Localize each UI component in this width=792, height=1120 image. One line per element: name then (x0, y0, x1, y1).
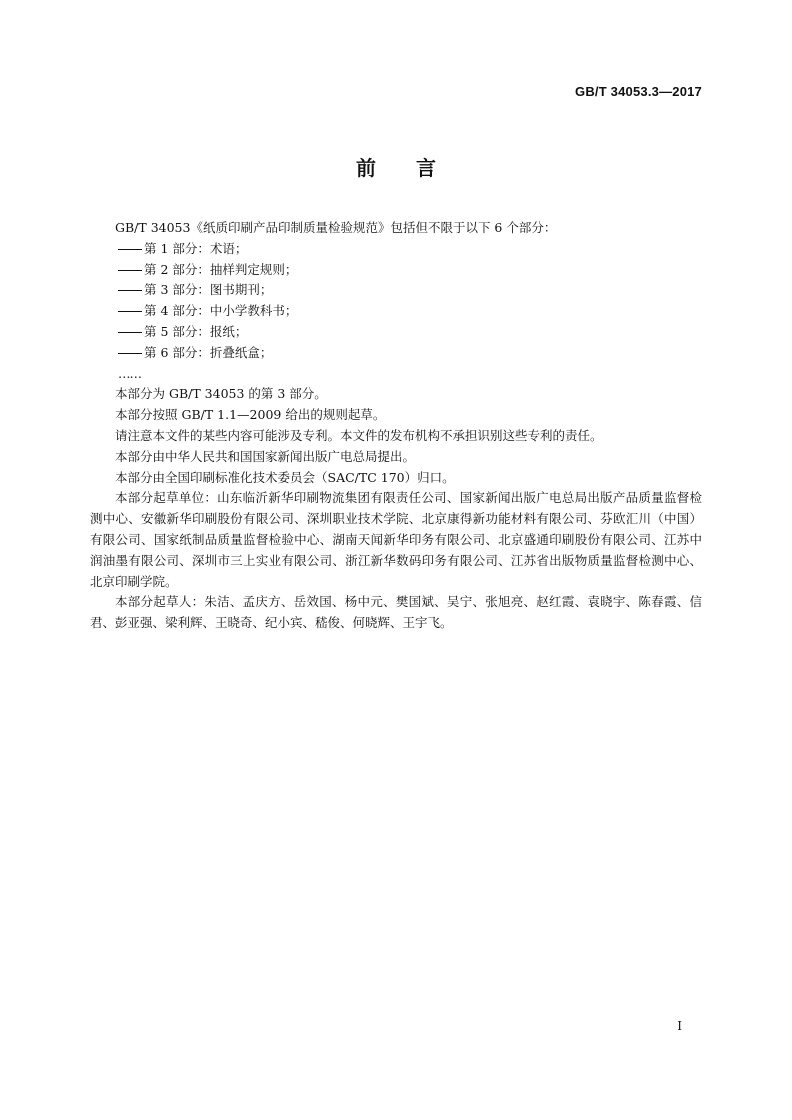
paragraph-patent-notice: 请注意本文件的某些内容可能涉及专利。本文件的发布机构不承担识别这些专利的责任。 (115, 427, 603, 443)
paragraph-drafting-organizations: 本部分起草单位：山东临沂新华印刷物流集团有限责任公司、国家新闻出版广电总局出版产品质量监督检测中心、安徽新华印刷股份有限公司、深圳职业技术学院、北京康得新功能材料有限公司、芬欧汇川（中国）有限公司、国家纸制品质量监督检验中心、湖南天闻新华印务有限公司、北京盛通印刷股份有限公司、江苏中润油墨有限公司、深圳市三上实业有限公司、浙江新华数码印务有限公司、江苏省出版物质量监督检测中心、北京印刷学院。 (90, 490, 702, 589)
dash-mark (118, 353, 142, 354)
part-label: 第 5 部分：报纸； (144, 323, 248, 339)
dash-mark (118, 332, 142, 333)
paragraph-proposed-by: 本部分由中华人民共和国国家新闻出版广电总局提出。 (115, 448, 416, 464)
part-label: 第 1 部分：术语； (144, 240, 248, 256)
part-list-item (90, 280, 702, 301)
part-list-item (90, 301, 702, 322)
dash-mark (118, 290, 142, 291)
part-label: 第 4 部分：中小学教科书； (144, 303, 298, 319)
standard-code: GB/T 34053.3—2017 (575, 84, 702, 99)
paragraph-under-jurisdiction: 本部分由全国印刷标准化技术委员会（SAC/TC 170）归口。 (115, 469, 455, 485)
part-label: 第 2 部分：抽样判定规则； (144, 261, 298, 277)
paragraph-drafting-rules: 本部分按照 GB/T 1.1—2009 给出的规则起草。 (115, 407, 386, 423)
paragraph-part-number: 本部分为 GB/T 34053 的第 3 部分。 (115, 386, 327, 402)
list-ellipsis: …… (118, 365, 141, 381)
dash-mark (118, 249, 142, 250)
dash-mark (118, 270, 142, 271)
title-char-1: 前 (356, 156, 376, 180)
intro-paragraph: GB/T 34053《纸质印刷产品印制质量检验规范》包括但不限于以下 6 个部分： (115, 220, 557, 235)
part-list-item (90, 322, 702, 343)
part-label: 第 3 部分：图书期刊； (144, 282, 273, 298)
part-label: 第 6 部分：折叠纸盒； (144, 344, 273, 360)
part-list-item (90, 260, 702, 281)
title-char-2: 言 (416, 156, 436, 180)
foreword-body (90, 218, 702, 634)
page-title (0, 152, 792, 181)
dash-mark (118, 311, 142, 312)
page-number: I (677, 1019, 682, 1033)
part-list-item (90, 239, 702, 260)
paragraph-drafters: 本部分起草人：朱洁、孟庆方、岳效国、杨中元、樊国斌、吴宁、张旭亮、赵红霞、袁晓宇、陈春霞、信君、彭亚强、梁利辉、王晓奇、纪小宾、嵇俊、何晓辉、王宇飞。 (90, 594, 702, 631)
part-list-item (90, 343, 702, 364)
